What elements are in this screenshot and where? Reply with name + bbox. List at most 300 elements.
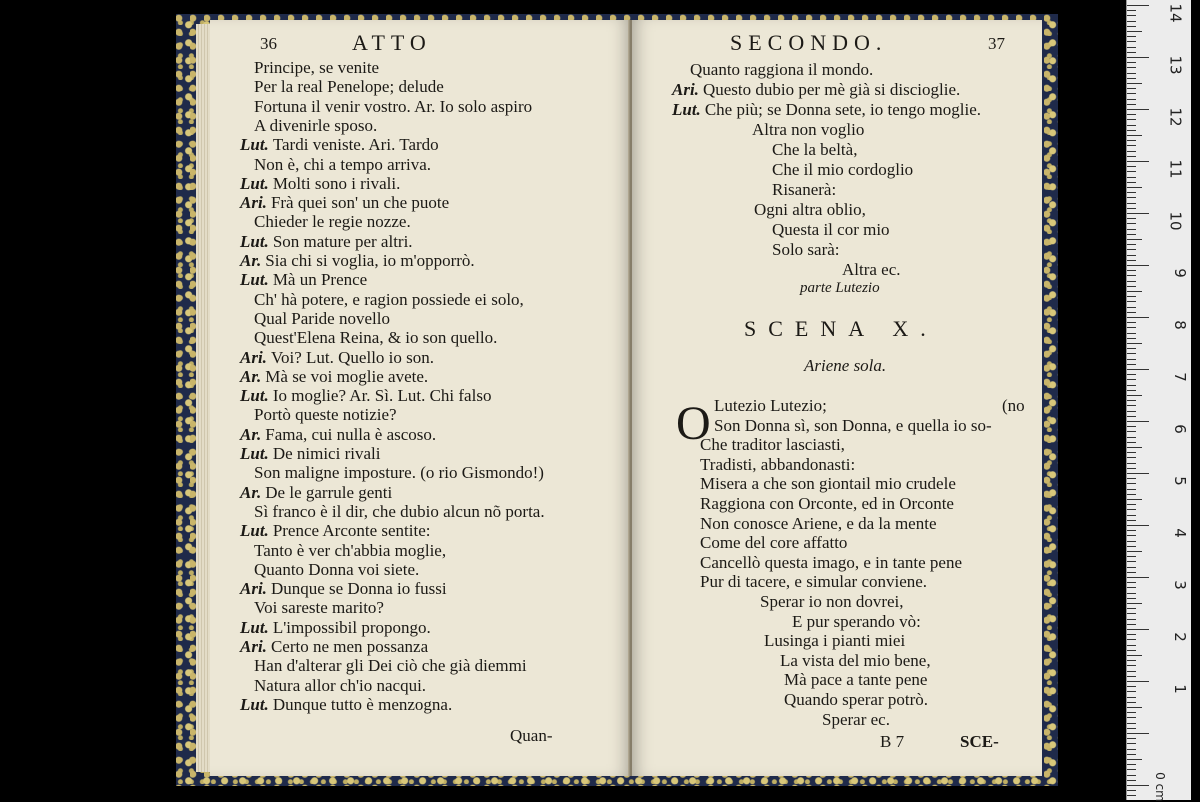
- line-text: Molti sono i rivali.: [272, 173, 401, 193]
- ruler-tick: [1127, 182, 1136, 183]
- speaker-label: Lut.: [240, 135, 269, 155]
- ruler-tick: [1127, 634, 1136, 635]
- text-line: [690, 60, 873, 80]
- ruler-tick: [1127, 525, 1149, 526]
- ruler-tick: [1127, 541, 1136, 542]
- ruler-number: 7: [1171, 372, 1190, 382]
- ruler-number: 6: [1171, 424, 1190, 434]
- ruler-tick: [1127, 208, 1136, 209]
- text-line: [780, 651, 931, 671]
- ruler-tick: [1127, 509, 1136, 510]
- line-text: Son maligne imposture. (o rio Gismondo!): [254, 463, 544, 483]
- ruler-tick: [1127, 655, 1142, 656]
- ruler-tick: [1127, 307, 1136, 308]
- line-text: Che più; se Donna sete, io tengo moglie.: [704, 100, 982, 119]
- ruler-tick: [1127, 587, 1136, 588]
- ruler-tick: [1127, 395, 1142, 396]
- ruler-tick: [1127, 463, 1136, 464]
- text-line: [772, 160, 913, 180]
- text-line: [254, 676, 426, 696]
- text-line: [772, 240, 840, 260]
- ruler-tick: [1127, 603, 1142, 604]
- ruler-tick: [1127, 249, 1136, 250]
- ruler-tick: [1127, 322, 1136, 323]
- ruler-tick: [1127, 728, 1136, 729]
- text-line: [240, 251, 475, 271]
- line-text: Voi sareste marito?: [254, 598, 384, 618]
- text-line: [792, 612, 921, 632]
- ruler-tick: [1127, 431, 1136, 432]
- ruler-number: 3: [1171, 580, 1190, 590]
- ruler-tick: [1127, 515, 1136, 516]
- ruler-tick: [1127, 10, 1136, 11]
- ruler-tick: [1127, 400, 1136, 401]
- page-number-right: 37: [988, 34, 1005, 53]
- signature-mark: B 7: [880, 732, 905, 751]
- ruler-tick: [1127, 645, 1136, 646]
- ruler-tick: [1127, 452, 1136, 453]
- line-text: Frà quei son' un che puote: [270, 193, 450, 213]
- text-line: [772, 140, 857, 160]
- ruler-tick: [1127, 327, 1136, 328]
- line-text: Sperar ec.: [822, 709, 890, 729]
- line-text: Tanto è ver ch'abbia moglie,: [254, 540, 447, 560]
- ruler-tick: [1127, 598, 1136, 599]
- running-header-left: ATTO: [352, 30, 432, 55]
- ruler-tick: [1127, 426, 1136, 427]
- line-text: Pur di tacere, e simular conviene.: [700, 572, 928, 592]
- ruler-tick: [1127, 192, 1136, 193]
- ruler-tick: [1127, 78, 1136, 79]
- line-text: Dunque se Donna io fussi: [270, 579, 447, 599]
- speaker-label: Lut.: [672, 100, 701, 119]
- ruler-tick: [1127, 754, 1136, 755]
- ruler-tick: [1127, 41, 1136, 42]
- ruler-tick: [1127, 265, 1149, 266]
- text-line: [700, 455, 855, 475]
- text-line: [760, 592, 904, 612]
- ruler-number: 14: [1166, 3, 1185, 23]
- text-line: [254, 309, 390, 329]
- speaker-label: Ar.: [240, 424, 262, 444]
- ruler-tick: [1127, 416, 1136, 417]
- ruler-tick: [1127, 671, 1136, 672]
- speaker-label: Lut.: [240, 173, 269, 193]
- ruler-number: 13: [1166, 55, 1185, 75]
- ruler-tick: [1127, 546, 1136, 547]
- ruler-tick: [1127, 437, 1136, 438]
- ruler-tick: [1127, 369, 1149, 370]
- text-line: [254, 97, 532, 117]
- line-text: Quanto Donna voi siete.: [254, 559, 420, 579]
- text-line: [254, 598, 384, 618]
- line-text: Mà se voi moglie avete.: [265, 366, 429, 386]
- text-line: [240, 232, 413, 252]
- text-line: [240, 579, 447, 599]
- ruler-tick: [1127, 447, 1142, 448]
- ruler-tick: [1127, 775, 1136, 776]
- text-line: [240, 425, 436, 445]
- ruler-tick: [1127, 764, 1136, 765]
- ruler-number: 9: [1171, 268, 1190, 278]
- line-text: Sì franco è il dir, che dubio alcun nõ porta.: [254, 501, 545, 521]
- ruler-tick: [1127, 130, 1136, 131]
- ruler-tick: [1127, 733, 1149, 734]
- ruler-tick: [1127, 489, 1136, 490]
- line-text: E pur sperando vò:: [792, 611, 921, 631]
- text-line: [714, 416, 992, 436]
- ruler-tick: [1127, 385, 1136, 386]
- ruler-tick: [1127, 93, 1136, 94]
- ruler-tick: [1127, 457, 1136, 458]
- speaker-label: Lut.: [240, 521, 269, 541]
- ruler-tick: [1127, 312, 1136, 313]
- text-line: [700, 553, 962, 573]
- ruler-tick: [1127, 21, 1136, 22]
- ruler-number: 10: [1166, 211, 1185, 231]
- text-line: [240, 618, 431, 638]
- running-header-right: SECONDO.: [730, 30, 888, 55]
- line-text: Quando sperar potrò.: [784, 690, 928, 709]
- ruler-tick: [1127, 140, 1136, 141]
- line-text: Voi? Lut. Quello io son.: [270, 347, 435, 367]
- text-line: [240, 135, 439, 155]
- ruler-tick: [1127, 161, 1149, 162]
- ruler-tick: [1127, 613, 1136, 614]
- ruler-tick: [1127, 702, 1136, 703]
- ruler-tick: [1127, 665, 1136, 666]
- line-text: Chieder le regie nozze.: [254, 212, 411, 232]
- text-line: [240, 386, 491, 406]
- ruler-tick: [1127, 619, 1136, 620]
- catchword-left: Quan-: [510, 726, 553, 745]
- ruler-tick: [1127, 660, 1136, 661]
- line-text: Quanto raggiona il mondo.: [690, 60, 874, 79]
- line-text: Che la beltà,: [772, 140, 858, 159]
- line-text: Dunque tutto è menzogna.: [272, 694, 453, 714]
- ruler-tick: [1127, 125, 1136, 126]
- ruler-tick: [1127, 218, 1136, 219]
- ruler-tick: [1127, 83, 1142, 84]
- line-text: Prence Arconte sentite:: [272, 521, 431, 541]
- text-line: [672, 100, 981, 120]
- line-text: Non è, chi a tempo arriva.: [254, 154, 432, 174]
- line-text: Mà un Prence: [272, 270, 368, 290]
- line-text: Sia chi si voglia, io m'opporrò.: [265, 251, 475, 270]
- ruler-tick: [1127, 343, 1142, 344]
- line-text: Quest'Elena Reina, & io son quello.: [254, 328, 498, 348]
- ruler-tick: [1127, 166, 1136, 167]
- ruler-tick: [1127, 749, 1136, 750]
- text-line: [784, 690, 928, 710]
- ruler-tick: [1127, 99, 1136, 100]
- line-text: L'impossibil propongo.: [272, 617, 431, 637]
- ruler-tick: [1127, 151, 1136, 152]
- line-text: Io moglie? Ar. Sì. Lut. Chi falso: [272, 386, 492, 406]
- ruler-tick: [1127, 135, 1142, 136]
- ruler-tick: [1127, 405, 1136, 406]
- line-text: De le garrule genti: [265, 482, 393, 502]
- line-text: Certo ne men possanza: [270, 637, 429, 656]
- line-text: Come del core affatto: [700, 533, 848, 553]
- text-line: [240, 637, 428, 657]
- ruler-tick: [1127, 629, 1149, 630]
- ruler-tick: [1127, 239, 1142, 240]
- text-line: [254, 116, 377, 136]
- text-line: [700, 474, 956, 494]
- ruler-tick: [1127, 790, 1136, 791]
- ruler-tick: [1127, 561, 1136, 562]
- line-text: Che traditor lasciasti,: [700, 435, 845, 455]
- line-text: A divenirle sposo.: [254, 115, 378, 135]
- ruler-tick: [1127, 697, 1136, 698]
- speaker-label: Ari.: [672, 80, 699, 99]
- ruler-tick: [1127, 145, 1136, 146]
- drop-cap: O: [676, 397, 711, 450]
- ruler-tick: [1127, 769, 1136, 770]
- ruler-number: 11: [1166, 159, 1185, 179]
- ruler-tick: [1127, 567, 1136, 568]
- text-line: [254, 560, 419, 580]
- speaker-label: Ari.: [240, 579, 267, 599]
- ruler-tick: [1127, 52, 1136, 53]
- line-text: Fama, cui nulla è ascoso.: [265, 424, 437, 444]
- ruler-tick: [1127, 717, 1136, 718]
- line-text: Tradisti, abbandonasti:: [700, 454, 856, 474]
- text-line: [842, 260, 901, 280]
- ruler-tick: [1127, 104, 1136, 105]
- ruler-tick: [1127, 171, 1136, 172]
- text-line: [672, 80, 960, 100]
- ruler-tick: [1127, 650, 1136, 651]
- text-line: [254, 212, 411, 232]
- ruler-tick: [1127, 624, 1136, 625]
- ruler-tick: [1127, 275, 1136, 276]
- catchword-right: SCE-: [960, 732, 999, 751]
- ruler-tick: [1127, 353, 1136, 354]
- line-text: Principe, se venite: [254, 58, 380, 77]
- ruler-tick: [1127, 691, 1136, 692]
- ruler-tick: [1127, 572, 1136, 573]
- text-line: [254, 290, 524, 310]
- ruler-tick: [1127, 468, 1136, 469]
- ruler-tick: [1127, 421, 1149, 422]
- text-line: [764, 631, 905, 651]
- ruler-tick: [1127, 5, 1149, 6]
- ruler-tick: [1127, 244, 1136, 245]
- speaker-label: Lut.: [240, 270, 269, 290]
- line-text: Lutezio Lutezio;: [714, 396, 827, 415]
- ruler-tick: [1127, 88, 1136, 89]
- text-line: [700, 514, 937, 534]
- speaker-label: Ari.: [240, 347, 267, 367]
- stage-direction: parte Lutezio: [800, 280, 880, 296]
- line-text: Questa il cor mio: [772, 220, 890, 239]
- ruler-tick: [1127, 520, 1136, 521]
- line-text: Raggiona con Orconte, ed in Orconte: [700, 494, 954, 513]
- ruler-tick: [1127, 780, 1136, 781]
- ruler-tick: [1127, 639, 1136, 640]
- speaker-label: Lut.: [240, 386, 269, 406]
- ruler-tick: [1127, 260, 1136, 261]
- ruler-tick: [1127, 551, 1142, 552]
- left-page: [210, 20, 630, 776]
- text-line: [240, 695, 452, 715]
- speaker-label: Ar.: [240, 482, 262, 502]
- ruler-tick: [1127, 119, 1136, 120]
- text-line: [784, 670, 927, 690]
- ruler-tick: [1127, 442, 1136, 443]
- line-text: Questo dubio per mè già si discioglie.: [702, 80, 961, 99]
- ruler-tick: [1127, 348, 1136, 349]
- ruler-tick: [1127, 390, 1136, 391]
- ruler-tick: [1127, 499, 1142, 500]
- line-text: Mà pace a tante pene: [784, 670, 928, 690]
- ruler-tick: [1127, 47, 1136, 48]
- ruler-number: 4: [1171, 528, 1190, 538]
- ruler-tick: [1127, 681, 1149, 682]
- text-line: [254, 656, 527, 676]
- ruler-tick: [1127, 686, 1136, 687]
- ruler-tick: [1127, 57, 1149, 58]
- scene-character: Ariene sola.: [804, 356, 887, 375]
- ruler-tick: [1127, 795, 1136, 796]
- ruler-tick: [1127, 743, 1136, 744]
- ruler-tick: [1127, 177, 1136, 178]
- ruler-tick: [1127, 114, 1136, 115]
- ruler-tick: [1127, 582, 1136, 583]
- scene-heading: SCENA X.: [744, 316, 938, 341]
- ruler-tick: [1127, 317, 1149, 318]
- ruler-tick: [1127, 738, 1136, 739]
- ruler-tick: [1127, 785, 1149, 786]
- ruler-tick: [1127, 109, 1149, 110]
- text-line: [700, 533, 847, 553]
- ruler-tick: [1127, 530, 1136, 531]
- ruler-tick: [1127, 535, 1136, 536]
- text-line: [700, 572, 927, 592]
- text-line: [240, 174, 400, 194]
- ruler-tick: [1127, 374, 1136, 375]
- line-text: Natura allor ch'io nacqui.: [254, 675, 427, 695]
- text-line: [240, 193, 449, 213]
- ruler-tick: [1127, 234, 1136, 235]
- ruler-tick: [1127, 291, 1142, 292]
- text-line: [254, 463, 544, 483]
- text-line: [772, 180, 836, 200]
- right-page: [632, 20, 1042, 776]
- ruler-tick: [1127, 286, 1136, 287]
- ruler-tick: [1127, 62, 1136, 63]
- text-line: [240, 483, 392, 503]
- text-line: [240, 444, 380, 464]
- text-line: [754, 200, 866, 220]
- ruler-tick: [1127, 26, 1136, 27]
- line-text: Portò queste notizie?: [254, 405, 397, 425]
- text-line: [254, 155, 431, 175]
- line-text: Ogni altra oblio,: [754, 200, 866, 219]
- ruler-number: 5: [1171, 476, 1190, 486]
- ruler-tick: [1127, 411, 1136, 412]
- speaker-label: Ar.: [240, 251, 262, 270]
- ruler-tick: [1127, 223, 1136, 224]
- text-line: [240, 521, 430, 541]
- line-text: Misera a che son giontail mio crudele: [700, 474, 956, 494]
- ruler-tick: [1127, 197, 1136, 198]
- ruler-tick: [1127, 593, 1136, 594]
- ruler-tick: [1127, 494, 1136, 495]
- line-text: Lusinga i pianti miei: [764, 631, 906, 651]
- line-text: Sperar io non dovrei,: [760, 592, 904, 611]
- ruler-tick: [1127, 31, 1142, 32]
- ruler-tick: [1127, 156, 1136, 157]
- speaker-label: Lut.: [240, 617, 269, 637]
- text-line: [700, 494, 954, 514]
- line-tail: (no: [1002, 396, 1025, 415]
- line-text: Solo sarà:: [772, 240, 840, 259]
- ruler-number: 2: [1171, 632, 1190, 642]
- ruler-tick: [1127, 712, 1136, 713]
- line-text: Han d'alterar gli Dei ciò che già diemmi: [254, 656, 527, 676]
- speaker-label: Lut.: [240, 694, 269, 714]
- measuring-ruler: [1126, 0, 1191, 800]
- ruler-tick: [1127, 504, 1136, 505]
- line-text: Qual Paride novello: [254, 308, 390, 328]
- line-text: Risanerà:: [772, 180, 837, 199]
- ruler-tick: [1127, 379, 1136, 380]
- text-line: [254, 58, 379, 78]
- line-text: Cancellò questa imago, e in tante pene: [700, 552, 962, 572]
- line-text: Che il mio cordoglio: [772, 160, 914, 179]
- line-text: Ch' hà potere, e ragion possiede ei solo,: [254, 289, 524, 309]
- text-line: [714, 396, 1025, 416]
- speaker-label: Ari.: [240, 193, 267, 213]
- ruler-unit-label: 0 cm: [1152, 772, 1167, 802]
- ruler-tick: [1127, 759, 1142, 760]
- text-line: [700, 435, 845, 455]
- ruler-tick: [1127, 255, 1136, 256]
- text-line: [822, 710, 890, 730]
- ruler-tick: [1127, 187, 1142, 188]
- line-text: Altra non voglio: [752, 120, 865, 139]
- line-text: Son mature per altri.: [272, 231, 413, 251]
- ruler-number: 12: [1166, 107, 1185, 127]
- speaker-label: Lut.: [240, 231, 269, 251]
- ruler-tick: [1127, 359, 1136, 360]
- ruler-tick: [1127, 270, 1136, 271]
- line-text: La vista del mio bene,: [780, 650, 931, 670]
- text-line: [752, 120, 864, 140]
- speaker-label: Lut.: [240, 444, 269, 463]
- ruler-number: 1: [1171, 684, 1190, 694]
- line-text: Per la real Penelope; delude: [254, 77, 444, 97]
- text-line: [254, 328, 497, 348]
- text-line: [254, 541, 446, 561]
- ruler-tick: [1127, 67, 1136, 68]
- ruler-tick: [1127, 608, 1136, 609]
- ruler-tick: [1127, 296, 1136, 297]
- ruler-tick: [1127, 281, 1136, 282]
- page-number-left: 36: [260, 34, 277, 53]
- ruler-tick: [1127, 229, 1136, 230]
- line-text: De nimici rivali: [272, 444, 381, 463]
- text-line: [254, 77, 444, 97]
- ruler-tick: [1127, 203, 1136, 204]
- text-line: [240, 367, 428, 387]
- ruler-tick: [1127, 473, 1149, 474]
- ruler-tick: [1127, 338, 1136, 339]
- ruler-tick: [1127, 213, 1149, 214]
